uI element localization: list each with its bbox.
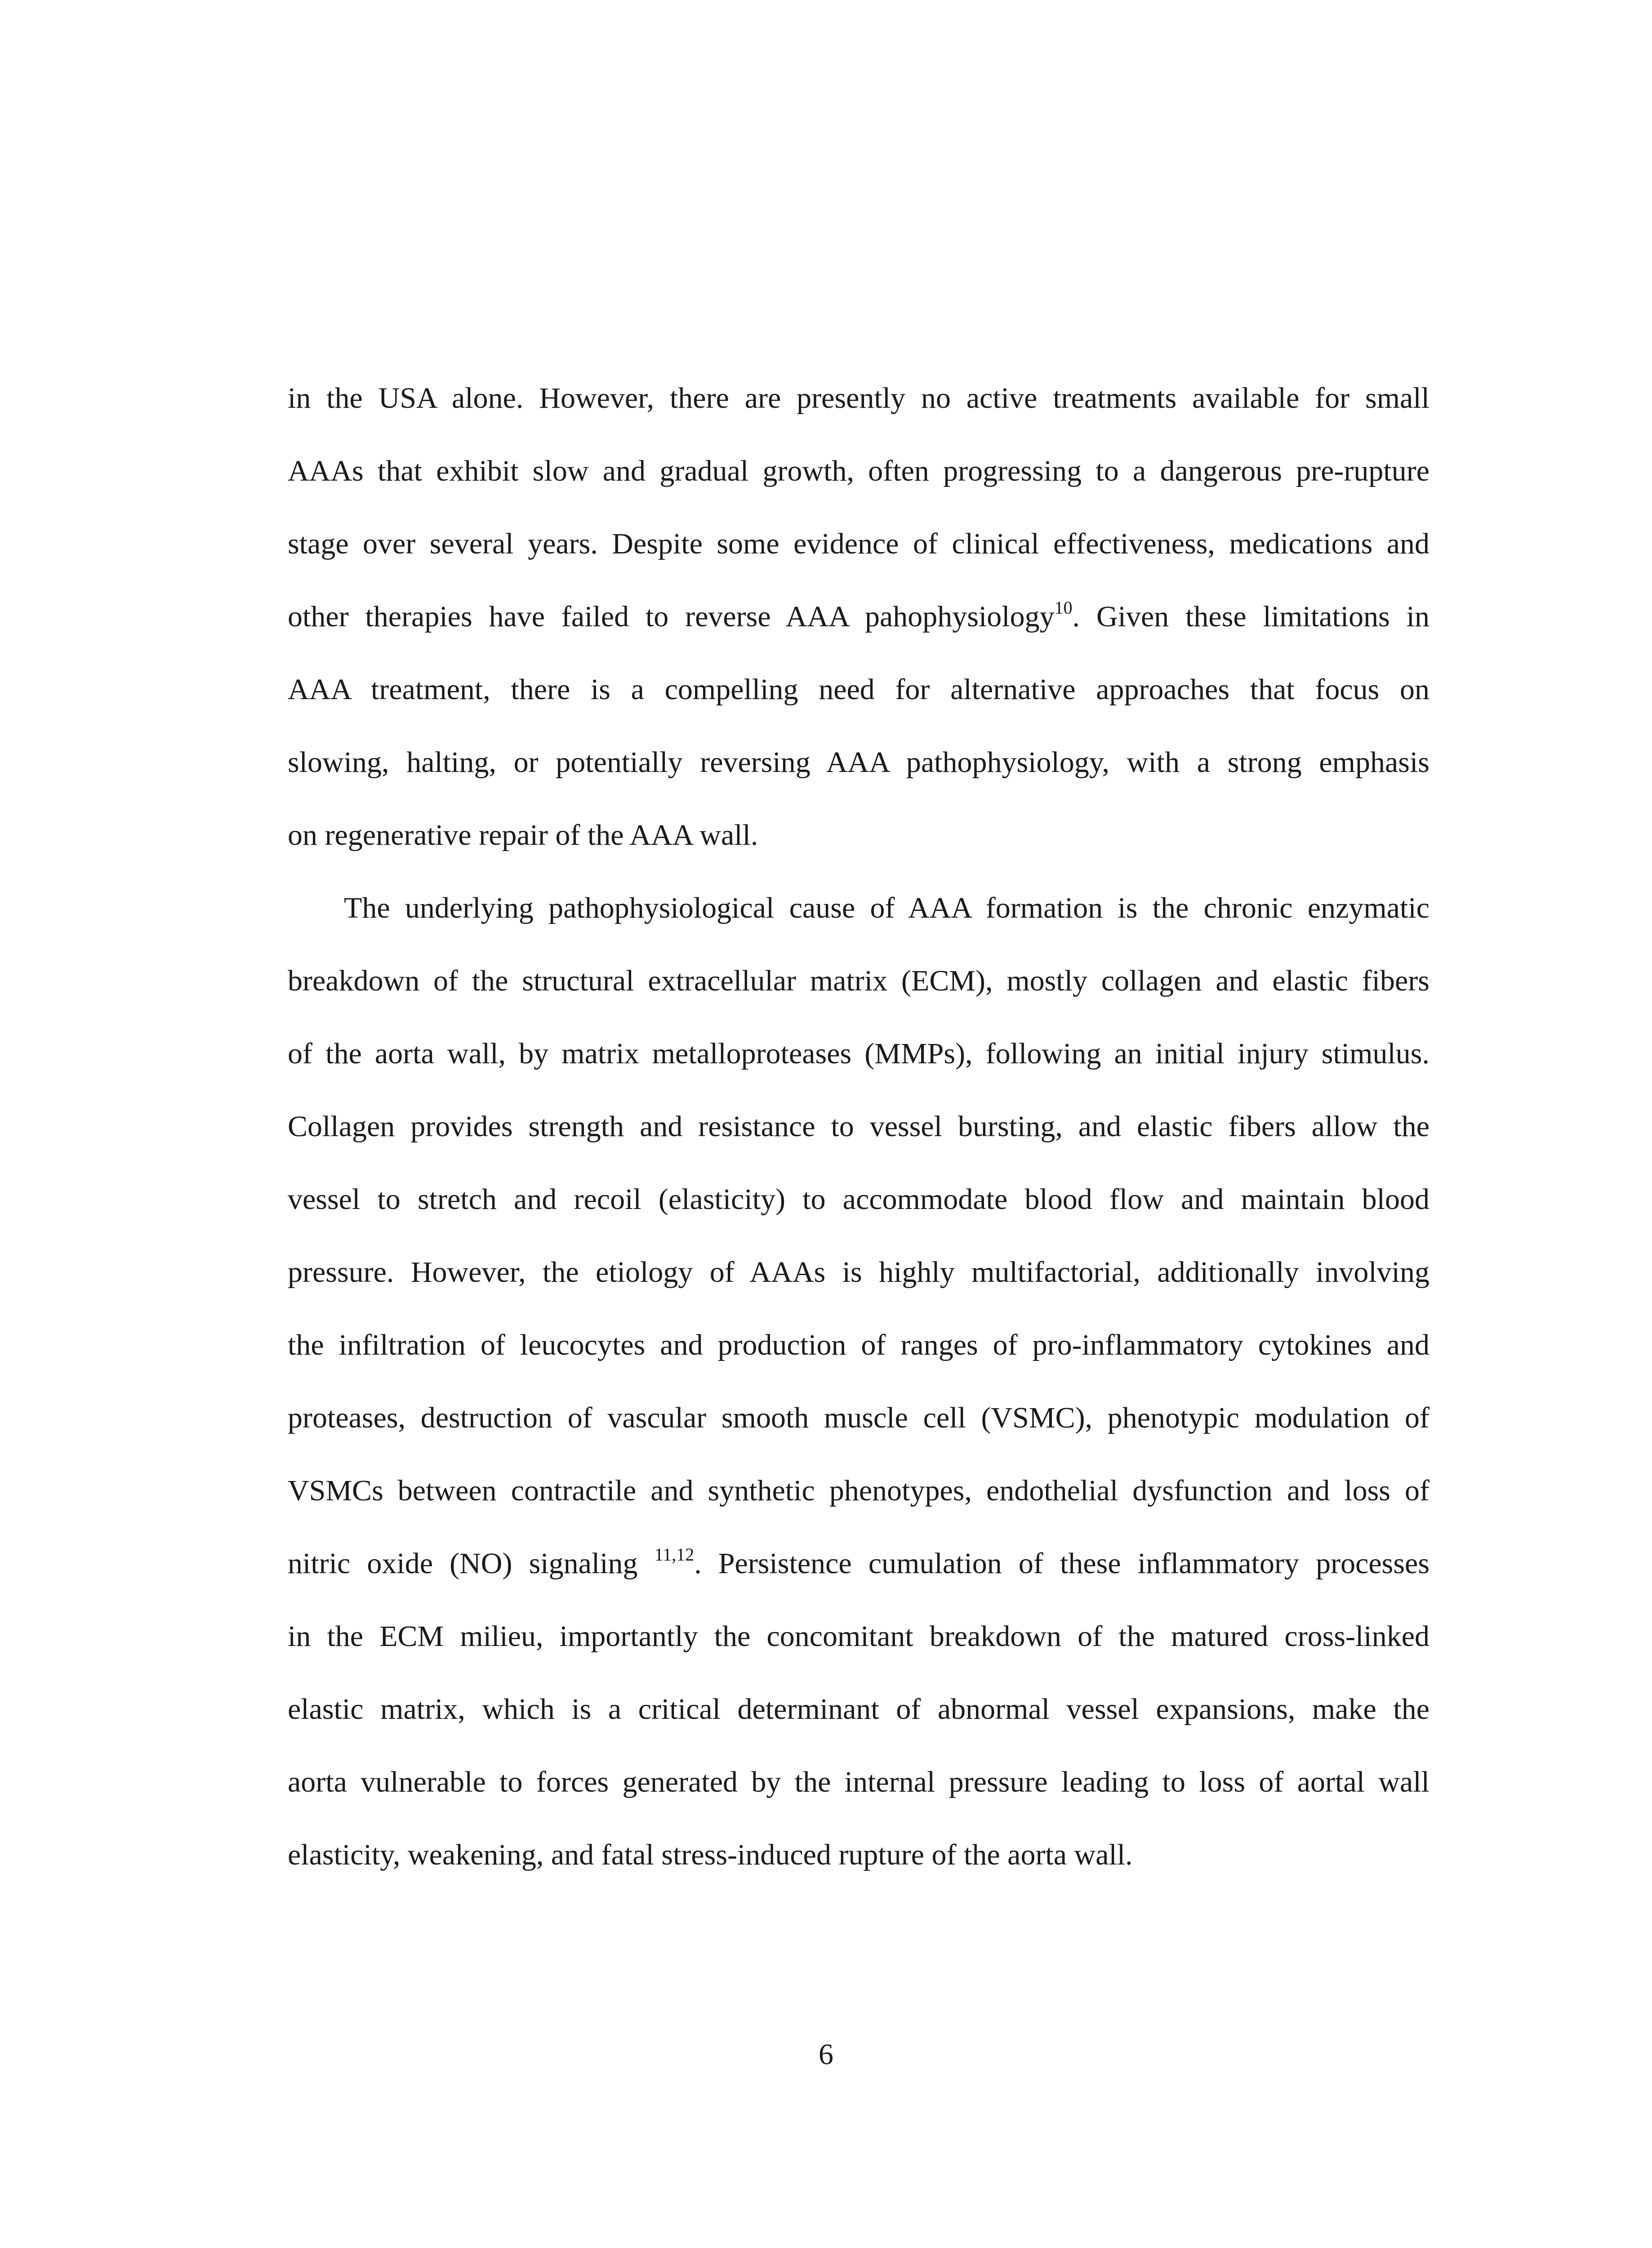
- line-text: other therapies have failed to reverse AAA pahophysiology: [288, 600, 1055, 633]
- body-text: [288, 362, 1429, 1891]
- text-line: of the aorta wall, by matrix metalloproteases (MMPs), following an initial injury stimulus.: [288, 1037, 1429, 1070]
- text-line: elasticity, weakening, and fatal stress-induced rupture of the aorta wall.: [288, 1838, 1133, 1871]
- text-line: slowing, halting, or potentially reversing AAA pathophysiology, with a strong emphasis: [288, 746, 1429, 779]
- text-line: breakdown of the structural extracellular matrix (ECM), mostly collagen and elastic fibers: [288, 964, 1429, 997]
- line-text: nitric oxide (NO) signaling: [288, 1547, 655, 1580]
- text-line: [288, 580, 1429, 653]
- text-line: [288, 1527, 1429, 1600]
- text-line: on regenerative repair of the AAA wall.: [288, 819, 758, 852]
- citation-ref: 10: [1054, 598, 1073, 618]
- text-line: aorta vulnerable to forces generated by the internal pressure leading to loss of aortal wall: [288, 1766, 1429, 1798]
- text-line: in the USA alone. However, there are presently no active treatments available for small: [288, 382, 1429, 415]
- citation-ref: 11,12: [654, 1544, 695, 1565]
- text-line: the infiltration of leucocytes and production of ranges of pro-inflammatory cytokines and: [288, 1329, 1429, 1361]
- line-text: . Persistence cumulation of these inflammatory processes: [694, 1547, 1430, 1580]
- text-line: The underlying pathophysiological cause of AAA formation is the chronic enzymatic: [344, 892, 1429, 924]
- text-line: AAA treatment, there is a compelling need for alternative approaches that focus on: [288, 673, 1429, 706]
- line-text: . Given these limitations in: [1072, 600, 1430, 633]
- text-line: in the ECM milieu, importantly the concomitant breakdown of the matured cross-linked: [288, 1620, 1429, 1653]
- text-line: VSMCs between contractile and synthetic phenotypes, endothelial dysfunction and loss of: [288, 1474, 1429, 1507]
- text-line: stage over several years. Despite some evidence of clinical effectiveness, medications and: [288, 527, 1429, 560]
- text-line: elastic matrix, which is a critical determinant of abnormal vessel expansions, make the: [288, 1693, 1429, 1726]
- page-number: 6: [819, 2038, 833, 2071]
- text-line: AAAs that exhibit slow and gradual growth, often progressing to a dangerous pre-rupture: [288, 455, 1429, 487]
- text-line: pressure. However, the etiology of AAAs is highly multifactorial, additionally involving: [288, 1256, 1429, 1289]
- text-line: proteases, destruction of vascular smooth muscle cell (VSMC), phenotypic modulation of: [288, 1401, 1429, 1434]
- text-line: Collagen provides strength and resistance to vessel bursting, and elastic fibers allow the: [288, 1110, 1429, 1143]
- text-line: vessel to stretch and recoil (elasticity) to accommodate blood flow and maintain blood: [288, 1183, 1429, 1216]
